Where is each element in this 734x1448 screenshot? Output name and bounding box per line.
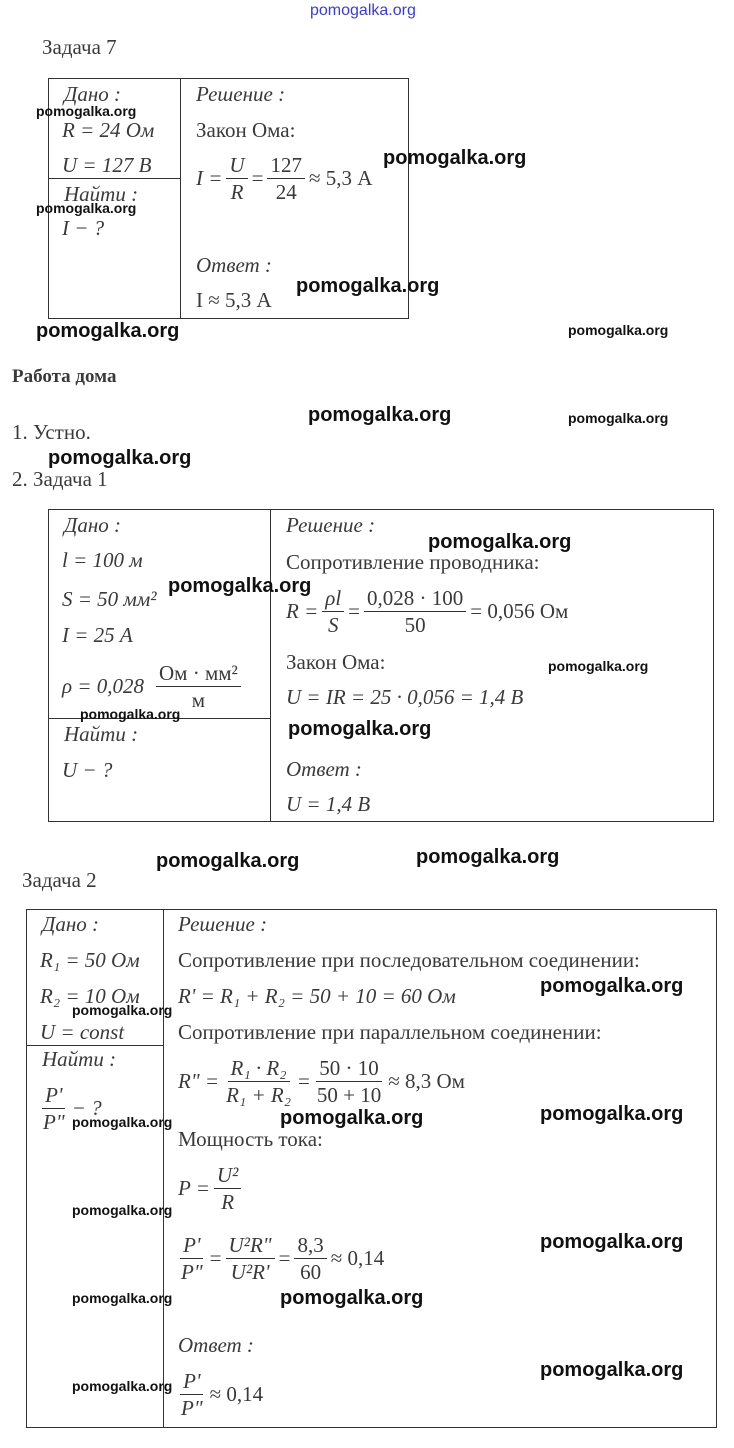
task7-answer-label: Ответ : <box>196 253 272 277</box>
watermark: pomogalka.org <box>296 275 440 297</box>
watermark: pomogalka.org <box>568 410 669 426</box>
homework-title: Работа дома <box>12 366 117 387</box>
task2-solution-s2: Сопротивление при параллельном соединении: <box>178 1020 602 1044</box>
task2-equation4: $\frac{P'}{P"}$ = $\frac{\text{U²R"}}{\text{U²R'}}$ = $\frac{8,3}{60}$ ≈ 0,14 <box>181 1233 385 1284</box>
task7-given-divider <box>48 178 181 179</box>
task2-given-r1: R₁ = 50 Ом <box>40 948 140 972</box>
task7-given-r: R = 24 Ом <box>62 118 155 142</box>
task7-find-label: Найти : <box>64 182 139 206</box>
watermark: pomogalka.org <box>280 1287 424 1309</box>
task7-given-label: Дано : <box>64 82 122 106</box>
task2-find-label: Найти : <box>42 1047 117 1071</box>
task1-divider <box>270 509 271 822</box>
task7-equation: I = $\frac{U}{R}$ = $\frac{127}{24}$ ≈ 5,3 А <box>196 153 373 204</box>
watermark: pomogalka.org <box>36 200 137 216</box>
watermark: pomogalka.org <box>540 1231 684 1253</box>
homework-item2: 2. Задача 1 <box>12 467 108 491</box>
watermark: pomogalka.org <box>80 706 181 722</box>
task2-equation3: P = $\frac{\text{U²}}{R}$ <box>178 1162 245 1215</box>
homework-item1: 1. Устно. <box>12 420 91 444</box>
watermark: pomogalka.org <box>540 975 684 997</box>
task2-given-label: Дано : <box>42 912 100 936</box>
watermark: pomogalka.org <box>72 1202 173 1218</box>
watermark: pomogalka.org <box>168 575 312 597</box>
watermark: pomogalka.org <box>36 103 137 119</box>
watermark: pomogalka.org <box>72 1114 173 1130</box>
task2-solution-s1: Сопротивление при последовательном соединении: <box>178 948 640 972</box>
task1-solution-s2: Закон Ома: <box>286 650 386 674</box>
watermark: pomogalka.org <box>428 531 572 553</box>
watermark: pomogalka.org <box>548 658 649 674</box>
task7-divider <box>180 78 181 319</box>
task2-answer-label: Ответ : <box>178 1333 254 1357</box>
task1-find-label: Найти : <box>64 722 139 746</box>
task2-find: $\frac{P'}{P"}$ − ? <box>43 1083 102 1134</box>
task2-solution-label: Решение : <box>178 912 268 936</box>
task7-law: Закон Ома: <box>196 118 296 142</box>
task1-answer-label: Ответ : <box>286 757 362 781</box>
task1-answer: U = 1,4 В <box>286 792 371 816</box>
task1-find: U − ? <box>62 758 113 782</box>
watermark: pomogalka.org <box>383 147 527 169</box>
watermark: pomogalka.org <box>156 850 300 872</box>
task7-solution-label: Решение : <box>196 82 286 106</box>
task2-equation1: R' = R₁ + R₂ = 50 + 10 = 60 Ом <box>178 984 456 1008</box>
task2-answer: $\frac{P'}{P"}$ ≈ 0,14 <box>181 1369 264 1420</box>
watermark: pomogalka.org <box>36 320 180 342</box>
task7-answer: I ≈ 5,3 А <box>196 288 272 312</box>
task2-solution-s3: Мощность тока: <box>178 1127 323 1151</box>
task1-equation1: R = $\frac{\rho l}{S}$ = $\frac{0,028 \cdot 100}{50}$ = 0,056 Ом <box>286 586 569 637</box>
watermark: pomogalka.org <box>416 846 560 868</box>
watermark: pomogalka.org <box>540 1103 684 1125</box>
task1-equation2: U = IR = 25 · 0,056 = 1,4 В <box>286 685 524 709</box>
task1-given-s: S = 50 мм² <box>62 587 157 611</box>
watermark: pomogalka.org <box>288 718 432 740</box>
task2-given-divider <box>26 1045 164 1046</box>
watermark: pomogalka.org <box>280 1107 424 1129</box>
task7-find: I − ? <box>62 216 105 240</box>
watermark: pomogalka.org <box>72 1290 173 1306</box>
task1-solution-s1: Сопротивление проводника: <box>286 550 540 574</box>
watermark: pomogalka.org <box>48 447 192 469</box>
watermark: pomogalka.org <box>72 1378 173 1394</box>
watermark: pomogalka.org <box>540 1359 684 1381</box>
task1-given-i: I = 25 А <box>62 623 133 647</box>
watermark-top[interactable]: pomogalka.org <box>310 2 416 19</box>
task7-title: Задача 7 <box>42 35 117 59</box>
task7-given-u: U = 127 В <box>62 153 152 177</box>
task2-equation2: R" = $\frac{\text{R₁ · R₂}}{\text{R₁ + R₂}}$ = $\frac{50 \cdot 10}{50 + 10}$ ≈ 8,3 Ом <box>178 1056 465 1107</box>
task2-given-u: U = const <box>40 1020 125 1044</box>
task2-title: Задача 2 <box>22 868 97 892</box>
task2-given-r2: R₂ = 10 Ом <box>40 984 140 1008</box>
task1-given-label: Дано : <box>64 513 122 537</box>
task1-given-rho: ρ = 0,028 $\frac{\text{Ом · мм²}}{м}$ <box>62 660 245 713</box>
task1-given-l: l = 100 м <box>62 548 143 572</box>
watermark: pomogalka.org <box>308 404 452 426</box>
task1-solution-label: Решение : <box>286 513 376 537</box>
task2-divider <box>163 909 164 1428</box>
watermark: pomogalka.org <box>72 1002 173 1018</box>
watermark: pomogalka.org <box>568 322 669 338</box>
